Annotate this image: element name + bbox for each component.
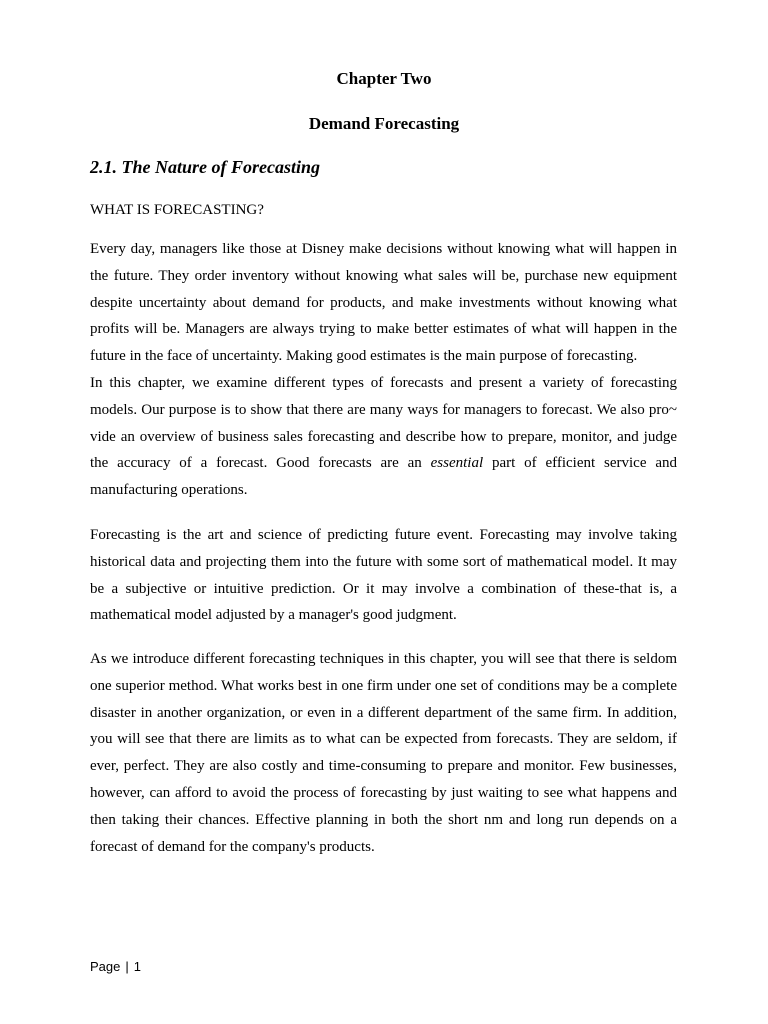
text-run: In this chapter, we examine different types of forecasts and present a variety of forecasting models. Our purpose is to show that there are many ways for managers to forecast. We also pro~ vide an overview of business sales forecasting and describe how to prepare, monitor, and judge the accuracy of a forecast. Good forecasts are an	[90, 374, 677, 472]
paragraph-techniques: As we introduce different forecasting techniques in this chapter, you will see that there is seldom one superior method. What works best in one firm under one set of conditions may be a complete disaster in another organization, or even in a different department of the same firm. In addition, you will see that there are limits as to what can be expected from forecasts. They are seldom, if ever, perfect. They are also costly and time-consuming to prepare and monitor. Few businesses, however, can afford to avoid the process of forecasting by just waiting to see what happens and then taking their chances. Effective planning in both the short nm and long run depends on a forecast of demand for the company's products.	[90, 651, 677, 855]
paragraph-text: Every day, managers like those at Disney make decisions without knowing what will happen in the future. They order inventory without knowing what sales will be, purchase new equipment despite uncertainty about demand for products, and make investments without knowing what profits will be. Managers are always trying to make better estimates of what will happen in the future in the face of uncertainty. Making good estimates is the main purpose of forecasting.	[90, 241, 677, 365]
page-footer	[90, 959, 141, 974]
paragraph-definition: Forecasting is the art and science of predicting future event. Forecasting may involve taking historical data and projecting them into the future with some sort of mathematical model. It may be a subjective or intuitive prediction. Or it may involve a combination of these-that is, a mathematical model adjusted by a manager's good judgment.	[90, 527, 677, 624]
chapter-title: Chapter Two	[336, 69, 432, 88]
footer-page-number: 1	[133, 959, 141, 974]
paragraph-intro	[90, 236, 677, 504]
paragraph-text	[90, 370, 677, 504]
footer-separator: |	[125, 959, 129, 974]
text-run: part of efficient service and manufacturing operations.	[90, 455, 677, 499]
section-heading: 2.1. The Nature of Forecasting	[90, 157, 321, 177]
document-title: Demand Forecasting	[308, 114, 460, 133]
emphasis-text: essential	[430, 455, 484, 472]
subheading: WHAT IS FORECASTING?	[90, 202, 264, 218]
footer-page-label: Page	[90, 959, 121, 974]
